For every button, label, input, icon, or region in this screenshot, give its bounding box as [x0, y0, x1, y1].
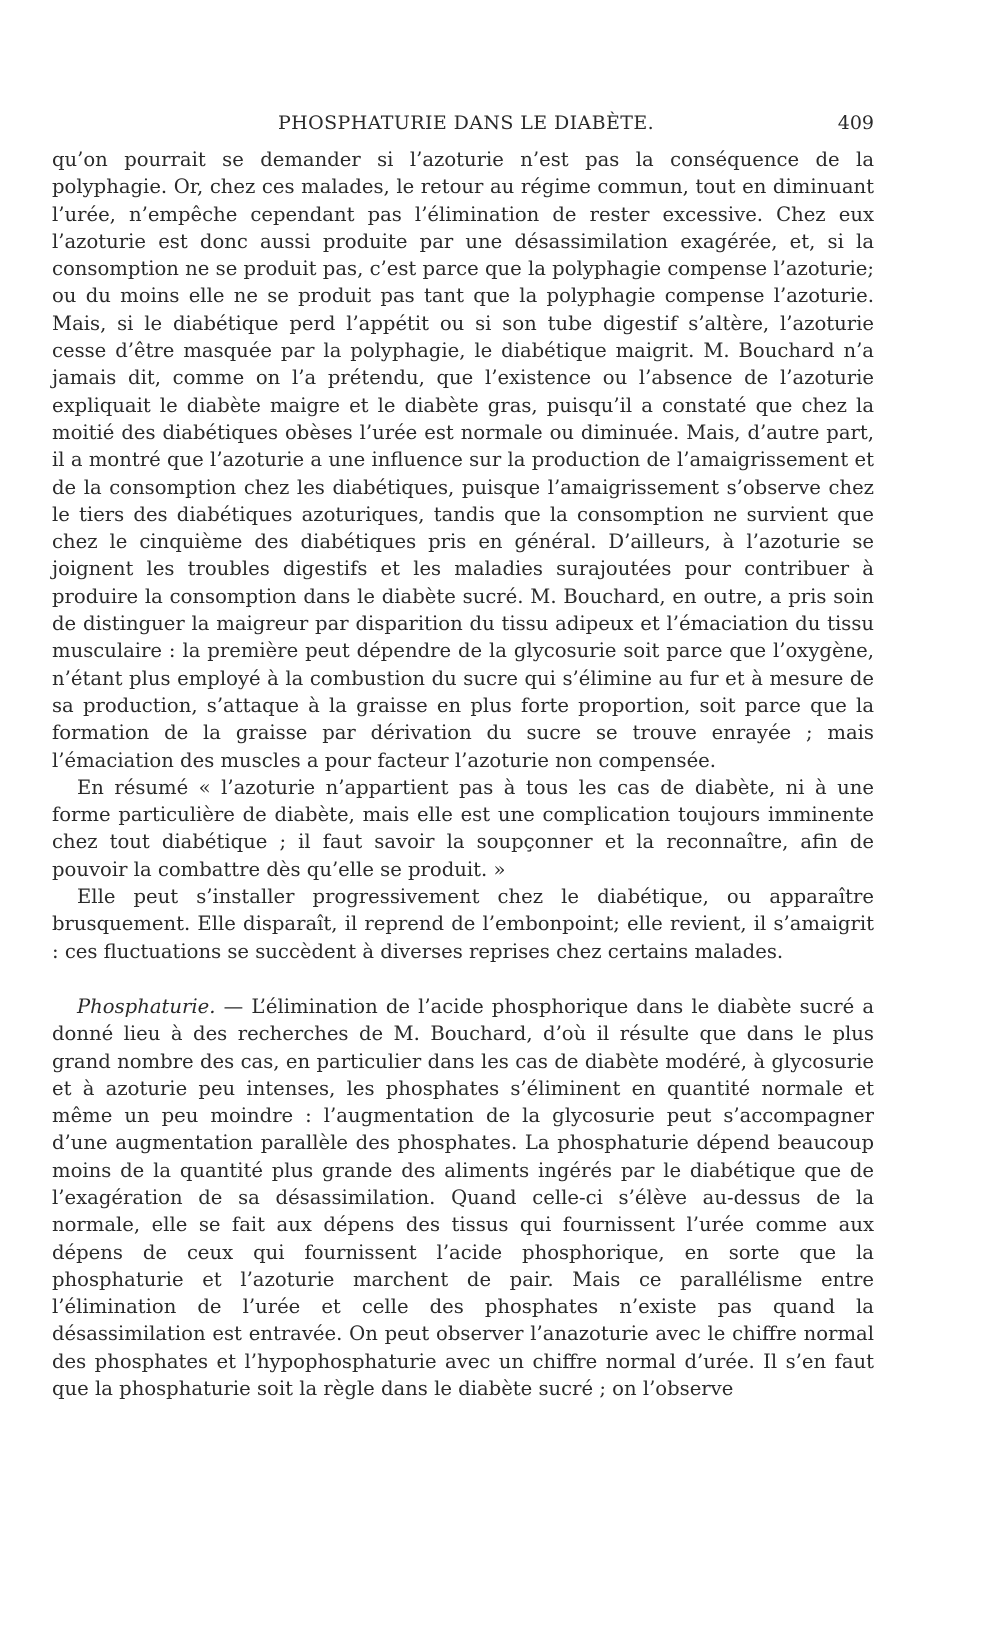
- running-title: PHOSPHATURIE DANS LE DIABÈTE.: [278, 112, 655, 134]
- paragraph-azoturie-consomption: qu’on pourrait se demander si l’azoturie n’est pas la conséquence de la polyphagie. Or, chez ces malades, le retour au régime commun, tout en diminuant l’urée, n’empêche cependant pas l’élimination de rester excessive. Chez eux l’azoturie est donc aussi produite par une désassimilation exagérée, et, si la consomption ne se produit pas, c’est parce que la polyphagie compense l’azoturie; ou du moins elle ne se produit pas tant que la polyphagie compense l’azoturie. Mais, si le diabétique perd l’appétit ou si son tube digestif s’altère, l’azoturie cesse d’être masquée par la polyphagie, le diabétique maigrit. M. Bouchard n’a jamais dit, comme on l’a prétendu, que l’existence ou l’absence de l’azoturie expliquait le diabète maigre et le diabète gras, puisqu’il a constaté que chez la moitié des diabétiques obèses l’urée est normale ou diminuée. Mais, d’autre part, il a montré que l’azoturie a une influence sur la production de l’amaigrissement et de la consomption chez les diabétiques, puisque l’amaigrissement s’observe chez le tiers des diabétiques azoturiques, tandis que la consomption ne survient que chez le cinquième des diabétiques pris en général. D’ailleurs, à l’azoturie se joignent les troubles digestifs et les maladies surajoutées pour contribuer à produire la consomption dans le diabète sucré. M. Bouchard, en outre, a pris soin de distinguer la maigreur par disparition du tissu adipeux et l’émaciation du tissu musculaire : la première peut dépendre de la glycosurie soit parce que l’oxygène, n’étant plus employé à la combustion du sucre qui s’élimine au fur et à mesure de sa production, s’attaque à la graisse en plus forte proportion, soit parce que la formation de la graisse par dérivation du sucre se trouve enrayée ; mais l’émaciation des muscles a pour facteur l’azoturie non compensée.: [52, 148, 874, 772]
- section-text: L’élimination de l’acide phosphorique dans le diabète sucré a donné lieu à des recherches de M. Bouchard, d’où il résulte que dans le plus grand nombre des cas, en particulier dans les cas de diabète modéré, à glycosurie et à azoturie peu intenses, les phosphates s’éliminent en quantité normale et même un peu moindre : l’augmentation de la glycosurie peut s’accompagner d’une augmentation parallèle des phosphates. La phosphaturie dépend beaucoup moins de la quantité plus grande des aliments ingérés par le diabétique que de l’exagération de sa désassimilation. Quand celle-ci s’élève au-dessus de la normale, elle se fait aux dépens des tissus qui fournissent l’urée comme aux dépens de ceux qui fournissent l’acide phosphorique, en sorte que la phosphaturie et l’azoturie marchent de pair. Mais ce parallélisme entre l’élimination de l’urée et celle des phosphates n’existe pas quand la désassimilation est entravée. On peut observer l’anazoturie avec le chiffre normal des phosphates et l’hypophosphaturie avec un chiffre normal d’urée. Il s’en faut que la phosphaturie soit la règle dans le diabète sucré ; on l’observe: [52, 994, 874, 1401]
- section-phosphaturie: [52, 993, 874, 1402]
- section-dash: —: [215, 994, 252, 1018]
- page-number: 409: [837, 112, 874, 134]
- body-text: [52, 146, 874, 1402]
- paragraph-fluctuations: Elle peut s’installer progressivement chez le diabétique, ou apparaître brusquement. Elle disparaît, il reprend de l’embonpoint; elle revient, il s’amaigrit : ces fluctuations se succèdent à diverses reprises chez certains malades.: [52, 885, 874, 963]
- page-header: [52, 112, 874, 142]
- section-heading: Phosphaturie.: [77, 994, 216, 1018]
- section-spacer: [52, 965, 874, 993]
- paragraph-en-resume: En résumé « l’azoturie n’appartient pas à tous les cas de diabète, ni à une forme particulière de diabète, mais elle est une complication toujours imminente chez tout diabétique ; il faut savoir la soupçonner et la reconnaître, afin de pouvoir la combattre dès qu’elle se produit. »: [52, 775, 874, 881]
